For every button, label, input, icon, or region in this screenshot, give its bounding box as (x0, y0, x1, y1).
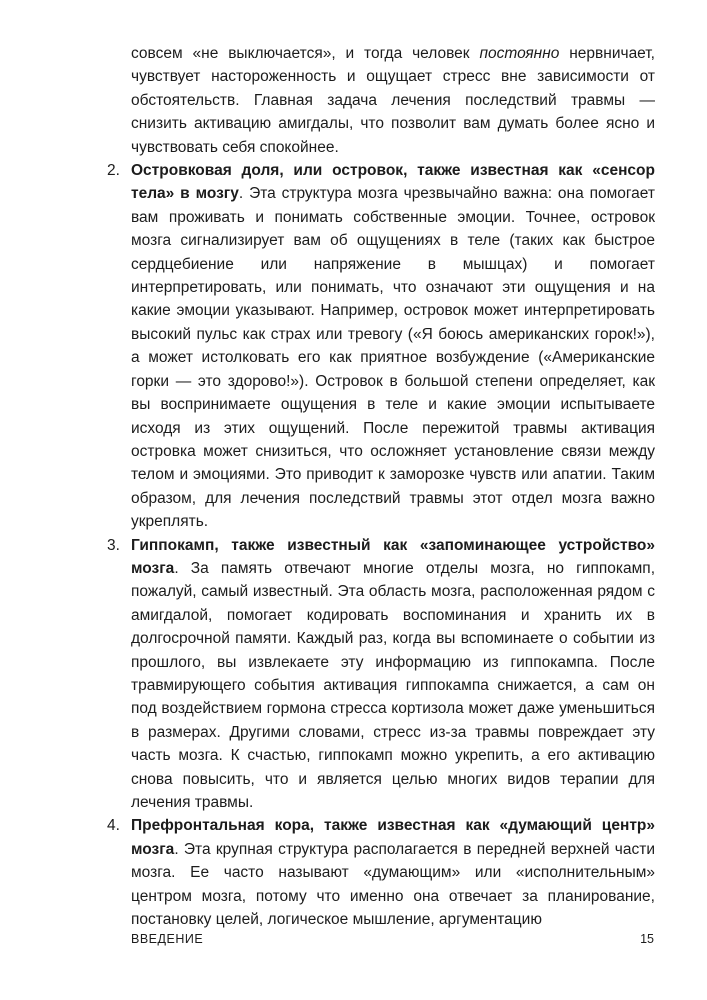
intro-text-continued: нервничает, чувствует настороженность и ощущает стресс вне зависимости от обстоятельств. Главная задача лечения последствий травмы — снизить активацию амигдалы, что позволит вам думать более ясно и чувствовать себя спокойнее. (131, 45, 655, 156)
running-footer-section: ВВЕДЕНИЕ (131, 932, 204, 946)
page-body (107, 42, 655, 931)
brain-structures-list (107, 159, 655, 931)
intro-emphasis: постоянно (479, 45, 560, 62)
item-body: . За память отвечают многие отделы мозга, но гиппокамп, пожалуй, самый известный. Эта область мозга, расположенная рядом с амигдалой, помогает кодировать воспоминания и хранить их в долгосрочной памяти. Каждый раз, когда вы вспоминаете о событии из прошлого, вы извлекаете эту информацию из гиппокампа. После травмирующего события активация гиппокампа снижается, а сам он под воздействием гормона стресса кортизола может даже уменьшиться в размерах. Другими словами, стресс из-за травмы повреждает эту часть мозга. К счастью, гиппокамп можно укрепить, а его активацию снова повысить, что и является целью многих видов терапии для лечения травмы. (131, 559, 655, 811)
item-heading: Гиппокамп, также известный как «запоминающее устройство» мозга (131, 536, 655, 577)
item-heading: Префронтальная кора, также известная как «думающий центр» мозга (131, 817, 655, 858)
list-item (107, 534, 655, 815)
item-body: . Эта структура мозга чрезвычайно важна: она помогает вам проживать и понимать собственные эмоции. Точнее, островок мозга сигнализирует вам об ощущениях в теле (таких как быстрое сердцебиение или напряжение в мышцах) и помогает интерпретировать, или понимать, что означают эти ощущения и на какие эмоции указывают. Например, островок может интерпретировать высокий пульс как страх или тревогу («Я боюсь американских горок!»), а может истолковать его как приятное возбуждение («Американские горки — это здорово!»). Островок в большой степени определяет, как вы воспринимаете ощущения в теле и какие эмоции испытываете исходя из этих ощущений. После пережитой травмы активация островка может снизиться, что осложняет установление связи между телом и эмоциями. Это приводит к заморозке чувств или апатии. Таким образом, для лечения последствий травмы этот отдел мозга важно укреплять. (131, 185, 655, 531)
item-body: . Эта крупная структура располагается в передней верхней части мозга. Ее часто называют «думающим» или «исполнительным» центром мозга, потому что именно она отвечает за планирование, постановку целей, логическое мышление, аргументацию (131, 840, 655, 929)
intro-text: совсем «не выключается», и тогда человек (131, 45, 480, 62)
list-number: 4. (107, 817, 120, 835)
list-number: 3. (107, 536, 120, 554)
intro-paragraph (131, 42, 655, 159)
list-item (107, 159, 655, 534)
list-number: 2. (107, 162, 120, 180)
page-number: 15 (640, 932, 654, 946)
list-item (107, 814, 655, 931)
item-heading: Островковая доля, или островок, также известная как «сенсор тела» в мозгу (131, 162, 655, 203)
